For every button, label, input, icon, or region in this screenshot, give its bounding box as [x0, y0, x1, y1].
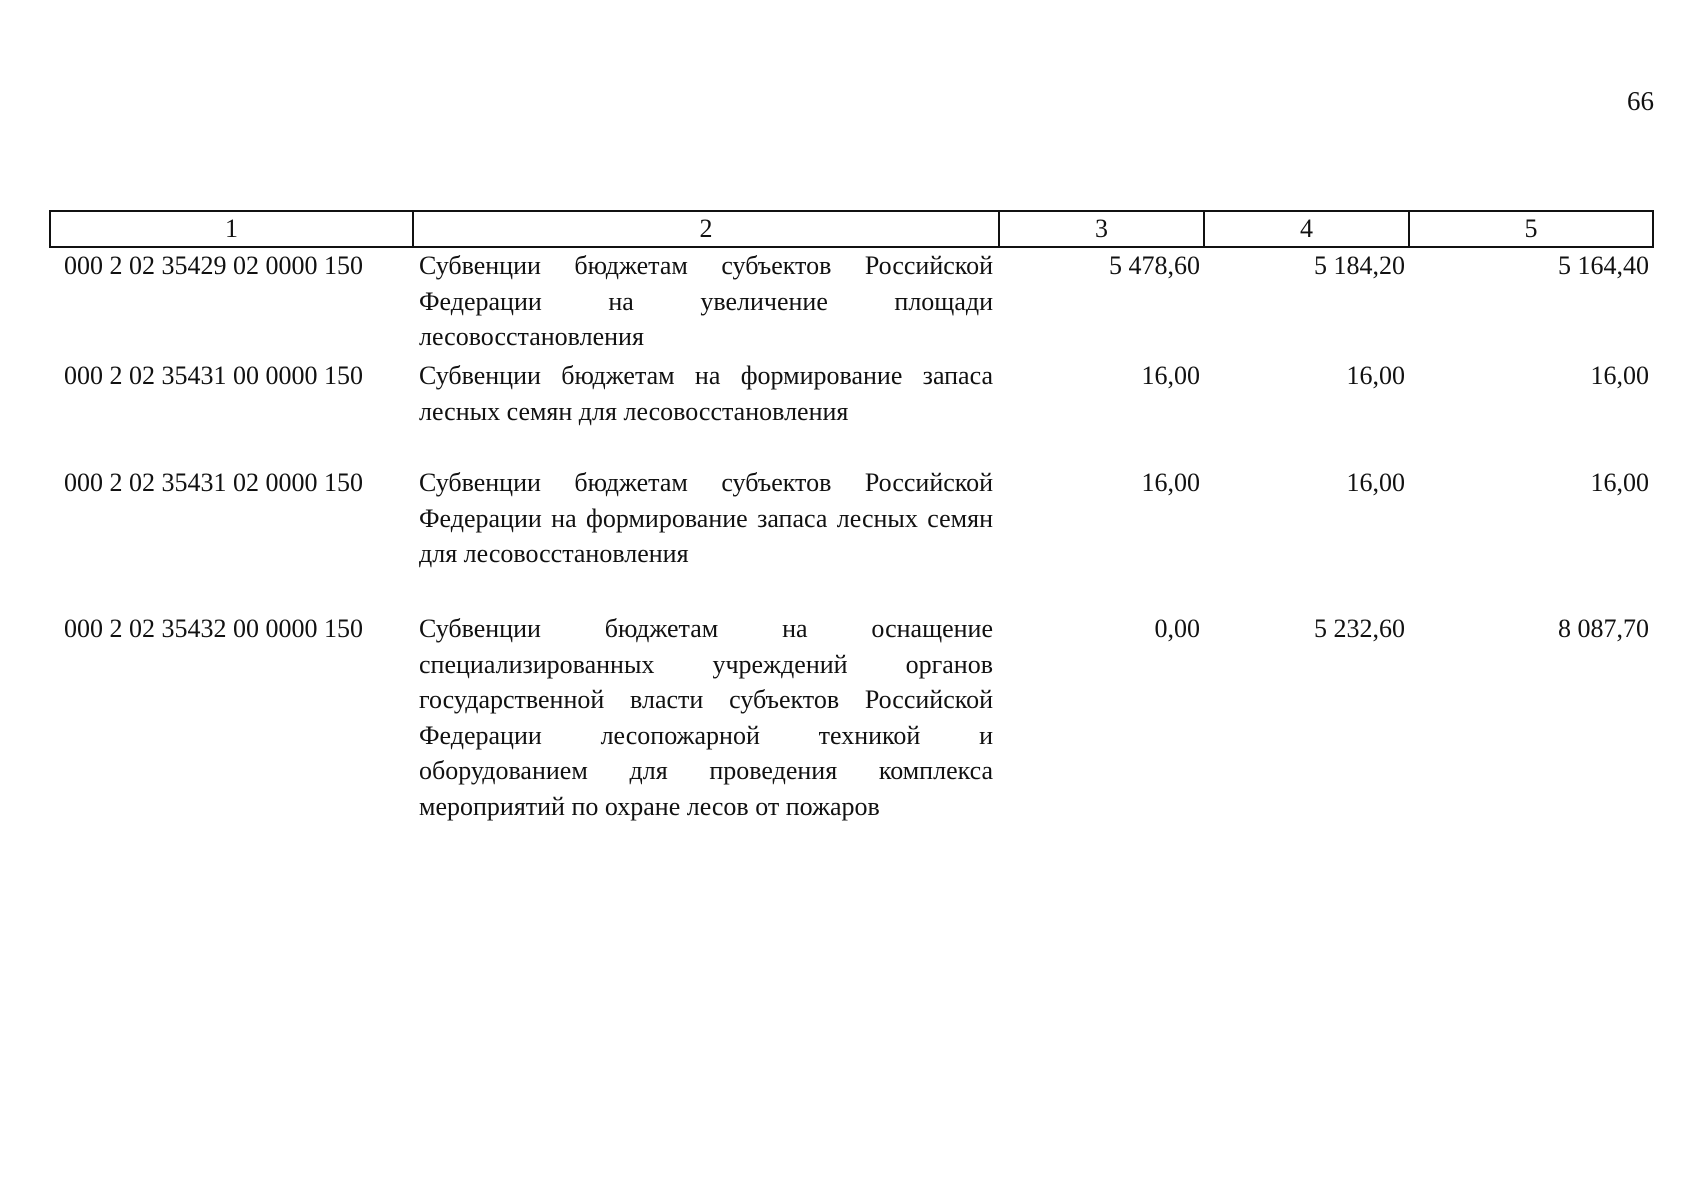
- table-row: [50, 465, 1653, 611]
- value-col5: 5 164,40: [1558, 251, 1649, 280]
- budget-table: [49, 210, 1654, 861]
- item-description: Субвенции бюджетам субъектов Российской Федерации на формирование запаса лесных семян для лесовосстановления: [419, 468, 993, 568]
- value-col4: 16,00: [1346, 468, 1405, 497]
- value-col5: 8 087,70: [1558, 614, 1649, 643]
- value-col3: 16,00: [1141, 468, 1200, 497]
- column-header-5: 5: [1409, 211, 1653, 247]
- page-number: 66: [1627, 86, 1654, 116]
- value-col3: 0,00: [1154, 614, 1200, 643]
- column-header-1: 1: [50, 211, 413, 247]
- column-header-2: 2: [413, 211, 999, 247]
- table-header-row: [50, 211, 1653, 247]
- budget-code: 000 2 02 35432 00 0000 150: [64, 614, 363, 643]
- table-row: [50, 611, 1653, 861]
- value-col4: 5 232,60: [1314, 614, 1405, 643]
- item-description: Субвенции бюджетам субъектов Российской Федерации на увеличение площади лесовосстановления: [419, 251, 993, 351]
- budget-code: 000 2 02 35429 02 0000 150: [64, 251, 363, 280]
- value-col4: 16,00: [1346, 361, 1405, 390]
- budget-code: 000 2 02 35431 02 0000 150: [64, 468, 363, 497]
- table-row: [50, 358, 1653, 465]
- column-header-4: 4: [1204, 211, 1409, 247]
- value-col4: 5 184,20: [1314, 251, 1405, 280]
- value-col3: 16,00: [1141, 361, 1200, 390]
- table-row: [50, 247, 1653, 358]
- budget-code: 000 2 02 35431 00 0000 150: [64, 361, 363, 390]
- column-header-3: 3: [999, 211, 1204, 247]
- item-description: Субвенции бюджетам на формирование запаса лесных семян для лесовосстановления: [419, 361, 993, 426]
- value-col5: 16,00: [1590, 468, 1649, 497]
- value-col5: 16,00: [1590, 361, 1649, 390]
- value-col3: 5 478,60: [1109, 251, 1200, 280]
- item-description: Субвенции бюджетам на оснащение специализированных учреждений органов государственной власти субъектов Российской Федерации лесопожарной техникой и оборудованием для проведения комплекса мероприятий по охране лесов от пожаров: [419, 614, 993, 821]
